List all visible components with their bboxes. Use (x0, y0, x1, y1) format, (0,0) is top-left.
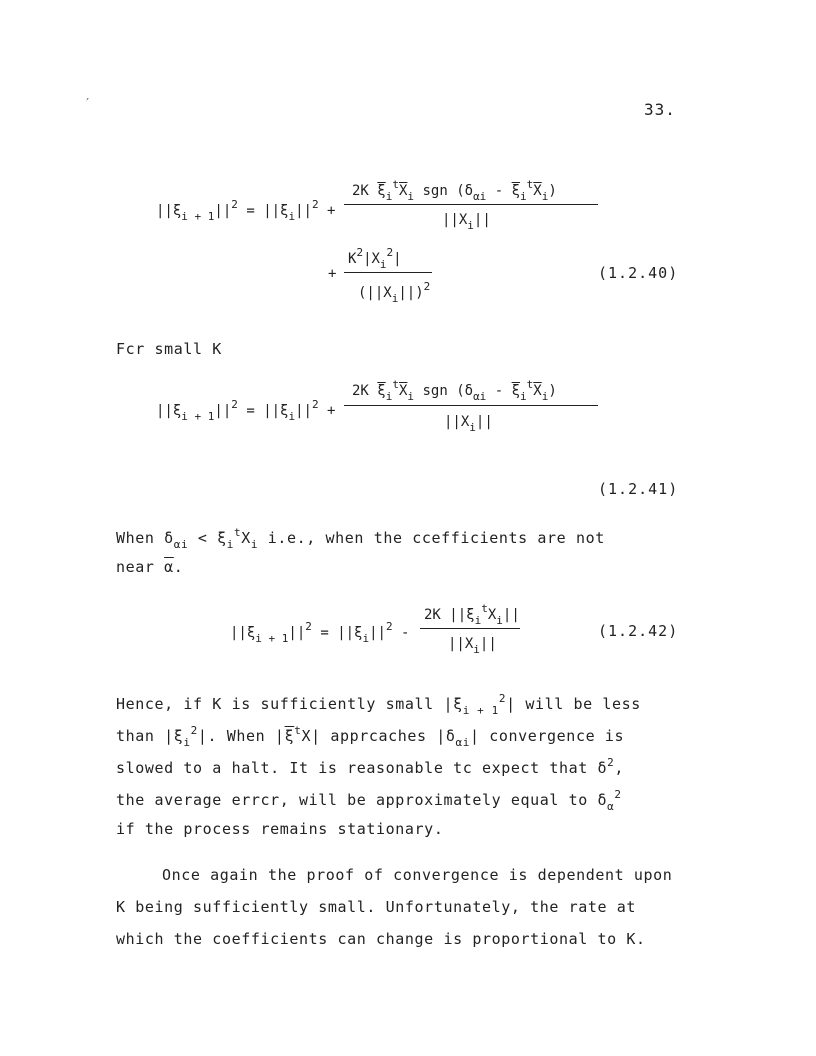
paragraph-2-line-1: Once again the proof of convergence is dependent upon (162, 866, 673, 884)
equation-1-2-42-numerator: 2K $||\xi_i^tX_i||$ (424, 602, 520, 627)
paragraph-1-line-5: if the process remains stationary. (116, 820, 444, 838)
stray-mark: ′ (84, 96, 92, 110)
equation-1-2-41-numerator: 2K $\overline{\xi}_i^t\overline{X}_i$ sgn $(\delta_{\alpha i} - \overline{\xi}_i^t\overline{X}_i)$ (352, 378, 557, 403)
equation-1-2-41-lhs: $||\xi_{i + 1}||^2 = ||\xi_i||^2$ + (156, 398, 336, 423)
paragraph-2-line-2: K being sufficiently small. Unfortunately, the rate at (116, 898, 637, 916)
paragraph-2-line-3: which the coefficients can change is proportional to K. (116, 930, 646, 948)
equation-label-1-2-40: (1.2.40) (598, 264, 679, 282)
condition-line-2: near $\overline{\alpha}$. (116, 558, 184, 576)
equation-1-2-41-denominator: $||X_i||$ (444, 414, 493, 434)
equation-1-2-40-plus: + (328, 266, 337, 282)
paragraph-1-line-2: than $|\xi_i^2|$. When $|\overline{\xi}^tX|$ apprcaches $|\delta_{\alpha i}|$ convergence is (116, 724, 625, 749)
equation-1-2-40-denominator-2: $(||X_i||)^2$ (358, 280, 431, 305)
equation-1-2-42-denominator: $||X_i||$ (448, 636, 497, 656)
equation-1-2-42-lhs: $||\xi_{i + 1}||^2 = ||\xi_i||^2$ - (230, 620, 410, 645)
condition-line-1: When $\delta_{\alpha i} < \xi_i^tX_i$ i.e., when the ccefficients are not (116, 526, 605, 551)
small-k-heading: Fcr small K (116, 340, 222, 358)
equation-label-1-2-42: (1.2.42) (598, 622, 679, 640)
paragraph-1-line-1: Hence, if K is sufficiently small $|\xi_{i + 1}^2|$ will be less (116, 692, 641, 717)
equation-1-2-40-lhs: $||\xi_{i + 1}||^2 = ||\xi_i||^2$ + (156, 198, 336, 223)
page-number: 33. (644, 100, 676, 119)
paragraph-1-line-4: the average errcr, will be approximately equal to $\delta_\alpha^2$ (116, 788, 622, 813)
equation-label-1-2-41: (1.2.41) (598, 480, 679, 498)
fraction-bar (344, 272, 432, 273)
equation-1-2-40-denominator-1: $||X_i||$ (442, 212, 491, 232)
equation-1-2-40-numerator-1: 2K $\overline{\xi}_i^t\overline{X}_i$ sgn $(\delta_{\alpha i} - \overline{\xi}_i^t\overline{X}_i)$ (352, 178, 557, 203)
fraction-bar (344, 204, 598, 205)
equation-1-2-40-numerator-2: $K^2|X_i^2|$ (348, 246, 402, 271)
fraction-bar (420, 628, 520, 629)
fraction-bar (344, 405, 598, 406)
paragraph-1-line-3: slowed to a halt. It is reasonable tc expect that $\delta^2$, (116, 756, 625, 777)
